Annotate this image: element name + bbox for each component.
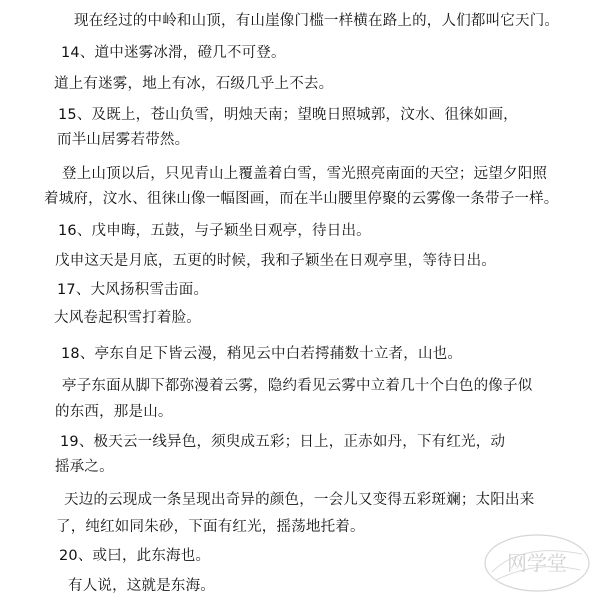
text-line: 摇承之。 [55, 459, 114, 475]
text-line: 19、极天云一线异色，须臾成五彩；日上，正赤如丹，下有红光，动 [60, 434, 506, 450]
text-line: 16、戊申晦，五鼓，与子颖坐日观亭，待日出。 [58, 223, 371, 239]
text-line: 天边的云现成一条呈现出奇异的颜色，一会儿又变得五彩斑斓；太阳出来 [64, 492, 535, 508]
text-line: 而半山居雾若带然。 [57, 132, 190, 148]
text-line: 着城府，汶水、徂徕山像一幅图画，而在半山腰里停聚的云雾像一条带子一样。 [44, 191, 559, 207]
text-line: 亭子东面从脚下都弥漫着云雾，隐约看见云雾中立着几十个白色的像子似 [62, 378, 533, 394]
text-line: 现在经过的中岭和山顶，有山崖像门槛一样横在路上的，人们都叫它天门。 [74, 13, 560, 29]
text-line: 登上山顶以后，只见青山上覆盖着白雪，雪光照亮南面的天空；远望夕阳照 [62, 166, 548, 182]
watermark-text: 网学堂 [507, 551, 567, 575]
text-line: 戊申这天是月底，五更的时候，我和子颖坐在日观亭里，等待日出。 [55, 253, 496, 269]
text-line: 的东西，那是山。 [55, 404, 173, 420]
text-line: 大风卷起积雪打着脸。 [54, 310, 201, 326]
text-line: 有人说，这就是东海。 [68, 578, 215, 594]
text-line: 17、大风扬积雪击面。 [57, 282, 209, 298]
text-line: 了，纯红如同朱砂，下面有红光，摇荡地托着。 [56, 519, 365, 535]
watermark-logo [482, 532, 592, 594]
text-line: 14、道中迷雾冰滑，磴几不可登。 [61, 45, 286, 61]
text-line: 18、亭东自足下皆云漫，稍见云中白若摴蒱数十立者，山也。 [61, 346, 463, 362]
text-line: 20、或曰，此东海也。 [59, 548, 211, 564]
text-line: 道上有迷雾，地上有冰，石级几乎上不去。 [54, 76, 334, 92]
text-line: 15、及既上，苍山负雪，明烛天南；望晚日照城郭，汶水、徂徕如画， [58, 107, 518, 123]
